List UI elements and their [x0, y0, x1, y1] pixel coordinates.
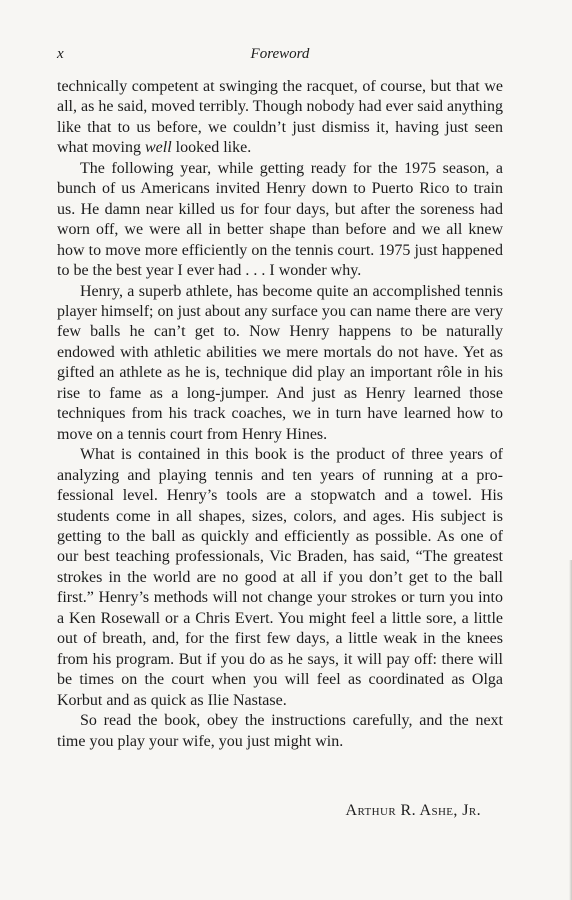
author-signature: Arthur R. Ashe, Jr.: [345, 802, 481, 819]
page-header: [57, 46, 503, 66]
text-run: What is contained in this book is the product of three years of analyzing and playing tennis and ten years of running at a professional level. Henry’s tools are a stopwatch and a towel. His students come in all shapes, sizes, colors, and ages. His subject is getting to the ball as quickly and efficiently as possible. As one of our best teaching professionals, Vic Braden, has said, “The greatest strokes in the world are no good at all if you don’t get to the ball first.” Henry’s methods will not change your strokes or turn you into a Ken Rosewall or a Chris Evert. You might feel a little sore, a little out of breath, and, for the first few days, a little weak in the knees from his program. But if you do as he says, it will pay off: there will be times on the court when you will feel as coordinated as Olga Korbut and as quick as Ilie Nastase.: [57, 446, 503, 709]
running-head: Foreword: [250, 46, 310, 62]
text-run: So read the book, obey the instructions carefully, and the next time you play your wife, you just might win.: [57, 712, 503, 750]
text-run: Henry, a superb athlete, has become quite an accomplished tennis player himself; on just about any surface you can name there are very few balls he can’t get to. Now Henry happens to be naturally endowed with athletic abilities we mere mortals do not have. Yet as gifted an athlete as he is, technique did play an important rôle in his rise to fame as a long-jumper. And just as Henry learned those techniques from his track coaches, we in turn have learned how to move on a tennis court from Henry Hines.: [57, 282, 503, 443]
paragraph: [57, 159, 503, 282]
page-number: x: [57, 46, 64, 62]
paragraph: [57, 711, 503, 752]
foreword-body: [57, 77, 503, 752]
emphasized-text: well: [145, 139, 172, 157]
paragraph: [57, 282, 503, 446]
text-run: The following year, while getting ready for the 1975 season, a bunch of us Americans invited Henry down to Puerto Rico to train us. He damn near killed us for four days, but after the soreness had worn off, we were all in better shape than before and we all knew how to move more efficiently on the tennis court. 1975 just happened to be the best year I ever had . . . I wonder why.: [57, 159, 503, 280]
text-run: looked like.: [171, 139, 252, 157]
paragraph: [57, 77, 503, 159]
text-run: technically competent at swinging the racquet, of course, but that we all, as he said, moved terribly. Though nobody had ever said anything like that to us before, we couldn’t just dismiss it, having just seen what moving: [57, 78, 503, 157]
paragraph: [57, 445, 503, 711]
